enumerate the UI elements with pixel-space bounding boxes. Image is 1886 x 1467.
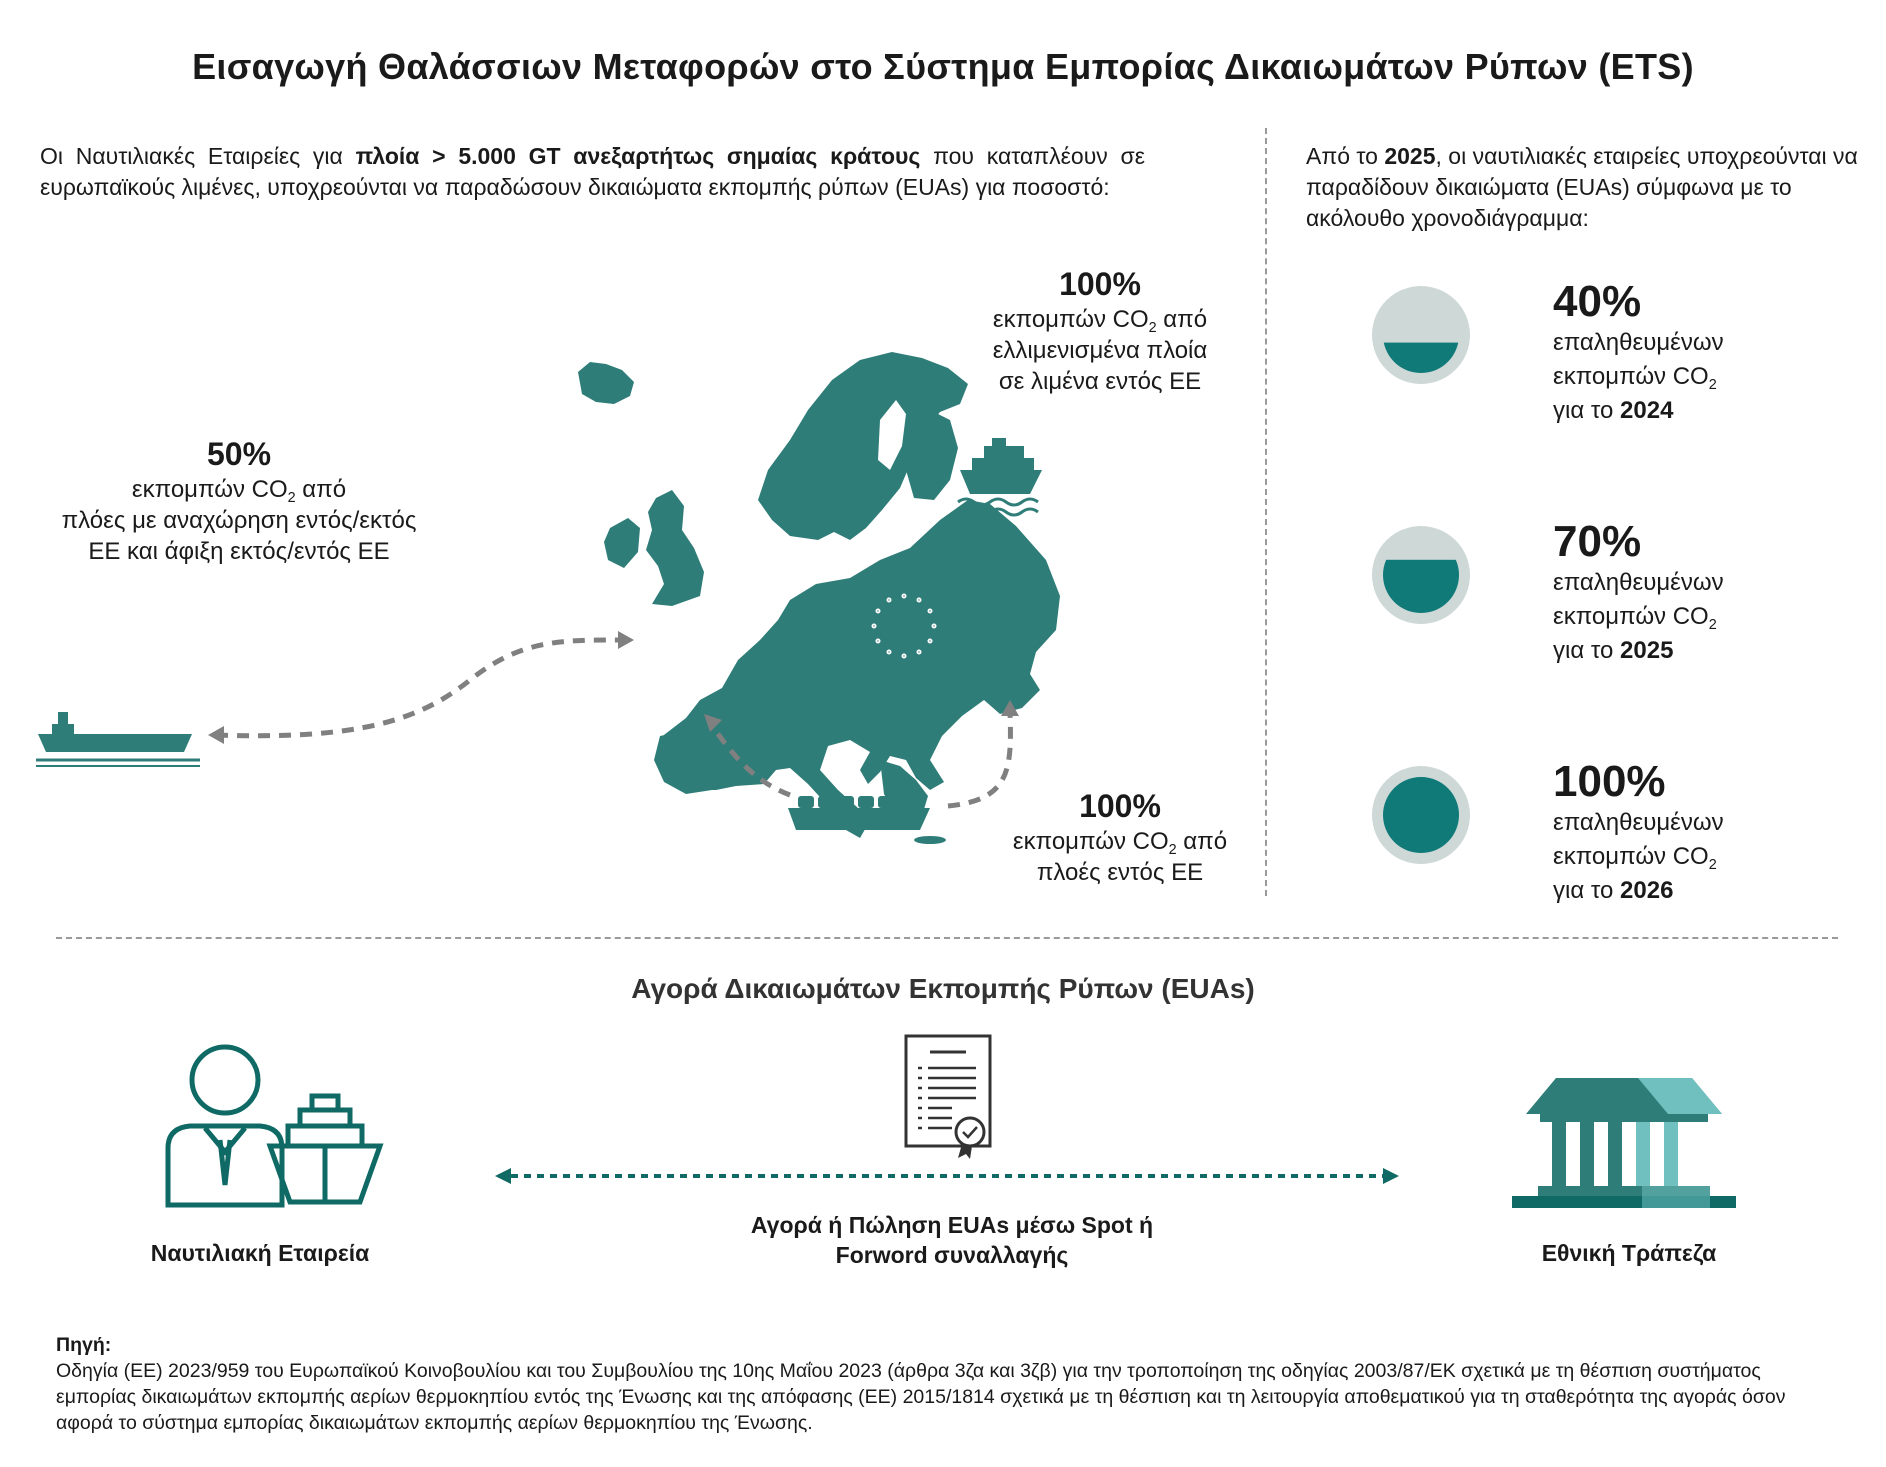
- market-title: Αγορά Δικαιωμάτων Εκπομπής Ρύπων (EUAs): [631, 973, 1255, 1004]
- intro-right-text: [1306, 141, 1866, 234]
- intro-left-text: [40, 141, 1145, 203]
- co2-prefix: εκπομπών CO: [1553, 363, 1709, 390]
- co2-suffix: από: [295, 476, 347, 503]
- co2-prefix: εκπομπών CO: [1553, 843, 1709, 870]
- intra-eu-voyages-block: [990, 786, 1250, 888]
- transaction-line2: Forword συναλλαγής: [835, 1242, 1069, 1268]
- year-value: 2024: [1620, 397, 1674, 424]
- berthed-line3: σε λιμένα εντός ΕΕ: [998, 368, 1202, 395]
- horizontal-divider: [56, 937, 1838, 939]
- schedule-circle-2026: [1366, 766, 1476, 864]
- intro-right-part1: Από το: [1306, 143, 1385, 169]
- schedule-2025-pct: 70%: [1553, 517, 1642, 566]
- schedule-2026-text: [1553, 758, 1873, 908]
- schedule-2024-year-line: [1553, 394, 1873, 428]
- co2-prefix: εκπομπών CO: [131, 476, 288, 503]
- schedule-circle-2025: [1366, 526, 1476, 624]
- schedule-circles: [1366, 280, 1476, 880]
- co2-suffix: από: [1176, 828, 1228, 855]
- schedule-2024-pct: 40%: [1553, 277, 1642, 326]
- source-note: [56, 1332, 1846, 1436]
- finland-shape: [906, 410, 958, 500]
- schedule-2026-pct: 100%: [1553, 757, 1666, 806]
- berthed-emissions-block: [960, 264, 1240, 397]
- co2-sub: 2: [1708, 617, 1717, 634]
- co2-sub: 2: [1148, 320, 1157, 337]
- extra-eu-pct: 50%: [206, 436, 272, 472]
- extra-eu-co2-line: [24, 474, 454, 505]
- intro-right-bold: 2025: [1384, 143, 1436, 169]
- co2-sub: 2: [1168, 842, 1177, 859]
- co2-suffix: από: [1156, 306, 1208, 333]
- co2-prefix: εκπομπών CO: [1553, 603, 1709, 630]
- page-title: Εισαγωγή Θαλάσσιων Μεταφορών στο Σύστημα Εμπορίας Δικαιωμάτων Ρύπων (ETS): [192, 46, 1694, 87]
- bank-building-icon: [1512, 1078, 1736, 1212]
- iceland-shape: [578, 362, 634, 404]
- intro-right-part2: , οι ναυτιλιακές εταιρείες υποχρεούνται να παραδίδουν δικαιώματα (EUAs) σύμφωνα με το ακόλουθο χρονοδιάγραμμα:: [1306, 143, 1858, 231]
- berthed-pct: 100%: [1059, 266, 1141, 302]
- schedule-2025-co2: [1553, 600, 1873, 634]
- source-text: Οδηγία (ΕΕ) 2023/959 του Ευρωπαϊκού Κοινοβουλίου και του Συμβουλίου της 10ης Μαΐου 2023 (άρθρα 3ζα και 3ζβ) για την τροποποίηση της οδηγίας 2003/87/ΕΚ σχετικά με τη θέσπιση συστήματος εμπορίας δικαιωμάτων εκπομπής αερίων θερμοκηπίου εντός της Ένωσης και της απόφασης (ΕΕ) 2015/1814 σχετικά με τη θέσπιση και τη λειτουργία αποθεματικού για τη σταθερότητα της αγοράς όσον αφορά το σύστημα εμπορίας δικαιωμάτων εκπομπής αερίων θερμοκηπίου της Ένωσης.: [56, 1360, 1786, 1434]
- schedule-2026-year-line: [1553, 874, 1873, 908]
- co2-sub: 2: [287, 490, 296, 507]
- transaction-line1: Αγορά ή Πώληση EUAs μέσω Spot ή: [750, 1212, 1154, 1238]
- company-ship-icon: [270, 1096, 380, 1202]
- year-prefix: για το: [1553, 877, 1621, 904]
- schedule-2026-line1: επαληθευμένων: [1553, 809, 1724, 836]
- bank-label: Εθνική Τράπεζα: [1541, 1240, 1717, 1266]
- year-prefix: για το: [1553, 397, 1621, 424]
- extra-eu-voyages-block: [24, 434, 454, 567]
- co2-prefix: εκπομπών CO: [992, 306, 1149, 333]
- berthed-line2: ελλιμενισμένα πλοία: [992, 337, 1208, 364]
- container-ship-icon: [788, 790, 930, 830]
- year-value: 2025: [1620, 637, 1674, 664]
- year-prefix: για το: [1553, 637, 1621, 664]
- tanker-ship-icon: [36, 712, 200, 766]
- schedule-2024-text: [1553, 278, 1873, 428]
- intro-left-part1: Οι Ναυτιλιακές Εταιρείες για: [40, 143, 356, 169]
- berthed-co2-line: [960, 304, 1240, 335]
- schedule-2024-line1: επαληθευμένων: [1553, 329, 1724, 356]
- intra-eu-line2: πλοές εντός ΕΕ: [1036, 859, 1204, 886]
- extra-eu-line2: πλόες με αναχώρηση εντός/εκτός: [61, 507, 417, 534]
- source-heading: Πηγή:: [56, 1334, 112, 1356]
- co2-sub: 2: [1708, 377, 1717, 394]
- schedule-2024-co2: [1553, 360, 1873, 394]
- company-label: Ναυτιλιακή Εταιρεία: [150, 1240, 370, 1266]
- schedule-circle-2024: [1366, 286, 1476, 384]
- crete-shape: [914, 836, 946, 844]
- co2-sub: 2: [1708, 857, 1717, 874]
- intra-eu-co2-line: [990, 826, 1250, 857]
- intro-left-part2: που καταπλέουν σε ευρωπαϊκούς λιμένες, υποχρεούνται να παραδώσουν δικαιώματα εκπομπής ρύπων (EUAs) για ποσοστό:: [40, 143, 1145, 200]
- certificate-icon: [902, 1032, 998, 1160]
- co2-prefix: εκπομπών CO: [1012, 828, 1169, 855]
- arrowhead-map-atlantic: [618, 631, 634, 649]
- schedule-2025-line1: επαληθευμένων: [1553, 569, 1724, 596]
- schedule-2025-text: [1553, 518, 1873, 668]
- schedule-2025-year-line: [1553, 634, 1873, 668]
- vertical-divider: [1265, 128, 1267, 896]
- arrowhead-left-ship: [208, 726, 224, 744]
- intro-left-bold: πλοία > 5.000 GT ανεξαρτήτως σημαίας κράτους: [355, 143, 921, 169]
- transaction-label: [662, 1210, 1242, 1270]
- shipping-company-icon: [160, 1040, 390, 1210]
- arrow-path-atlantic: [216, 640, 620, 736]
- year-value: 2026: [1620, 877, 1674, 904]
- ireland-shape: [604, 518, 640, 568]
- transaction-double-arrow: [495, 1164, 1399, 1188]
- person-head-icon: [192, 1047, 258, 1113]
- schedule-2026-co2: [1553, 840, 1873, 874]
- extra-eu-line3: ΕΕ και άφιξη εκτός/εντός ΕΕ: [88, 538, 390, 565]
- great-britain-shape: [646, 490, 704, 606]
- intra-eu-pct: 100%: [1079, 788, 1161, 824]
